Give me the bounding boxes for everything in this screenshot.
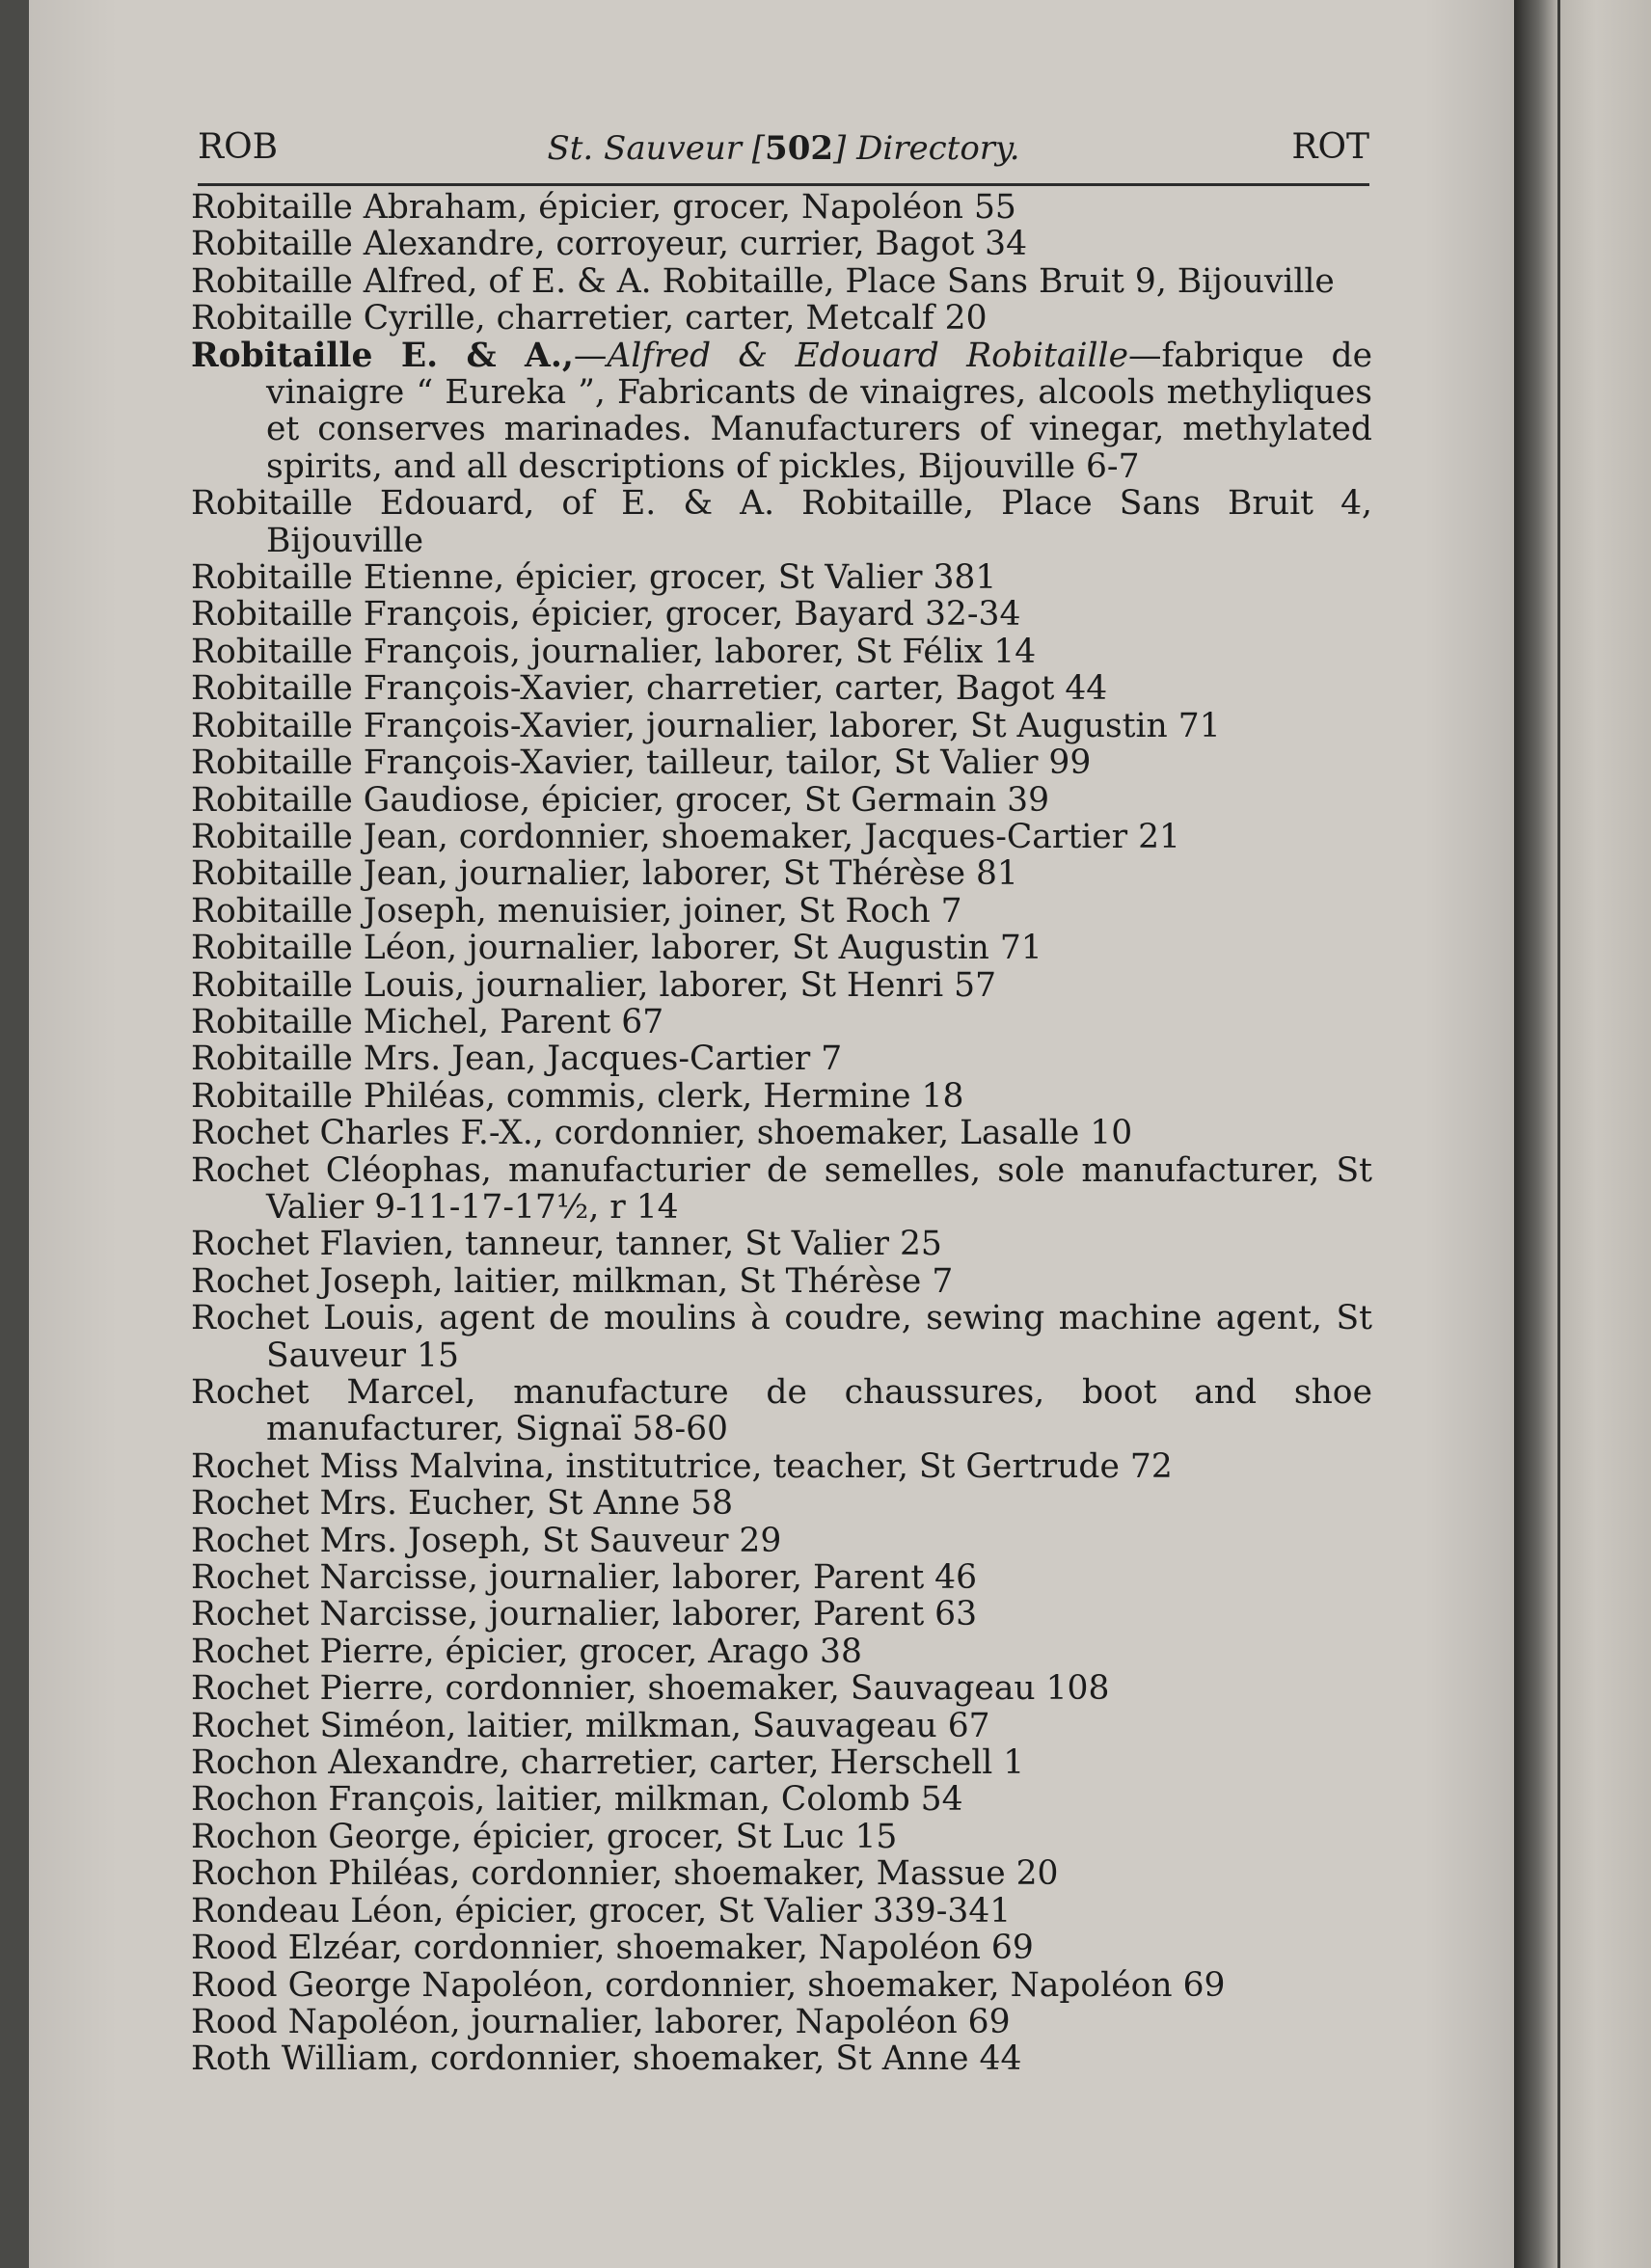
directory-entry: Rochet Marcel, manufacture de chaussures, boot and shoe manufacturer, Signaï 58-60 <box>191 1373 1372 1449</box>
featured-entry-name: Robitaille E. & A., <box>191 336 574 375</box>
directory-listing <box>191 189 1372 2078</box>
page-number: 502 <box>765 129 834 168</box>
directory-entry: Rochon François, laitier, milkman, Colomb 54 <box>191 1780 963 1820</box>
directory-entry: Rochet Siméon, laitier, milkman, Sauvageau 67 <box>191 1706 990 1745</box>
directory-entry: Rondeau Léon, épicier, grocer, St Valier 339-341 <box>191 1891 1012 1930</box>
directory-entry: Rood Napoléon, journalier, laborer, Napoléon 69 <box>191 2002 1011 2041</box>
directory-entry: Rochet Flavien, tanneur, tanner, St Valier 25 <box>191 1225 942 1264</box>
directory-entry: Rood Elzéar, cordonnier, shoemaker, Napoléon 69 <box>191 1929 1034 1968</box>
directory-entry: Robitaille Alfred, of E. & A. Robitaille, Place Sans Bruit 9, Bijouville <box>191 261 1335 301</box>
directory-entry: Rochon Alexandre, charretier, carter, Herschell 1 <box>191 1743 1025 1783</box>
directory-entry: Robitaille Léon, journalier, laborer, St Augustin 71 <box>191 929 1042 968</box>
directory-entry: Robitaille Cyrille, charretier, carter, Metcalf 20 <box>191 299 988 338</box>
header-right-guide: ROT <box>1291 127 1369 167</box>
directory-entry: Robitaille François-Xavier, charretier, carter, Bagot 44 <box>191 669 1108 709</box>
directory-entry: Robitaille Michel, Parent 67 <box>191 1002 664 1041</box>
featured-entry: Robitaille E. & A.,—Alfred & Edouard Robitaille—fabrique de vinaigre “ Eureka ”, Fabricants de vinaigres, alcools methyliques et conserves marinades. Manufacturers of vinegar, methylated spirits, and all descriptions of pickles, Bijouville 6-7 <box>191 336 1373 486</box>
directory-entry: Robitaille François, épicier, grocer, Bayard 32-34 <box>191 595 1021 634</box>
directory-entry: Roth William, cordonnier, shoemaker, St Anne 44 <box>191 2039 1022 2079</box>
directory-entry: Rochet Miss Malvina, institutrice, teacher, St Gertrude 72 <box>191 1446 1173 1486</box>
directory-entry: Rochet Mrs. Joseph, St Sauveur 29 <box>191 1521 782 1560</box>
directory-entry: Rochet Louis, agent de moulins à coudre, sewing machine agent, St Sauveur 15 <box>191 1299 1372 1375</box>
directory-entry: Robitaille Abraham, épicier, grocer, Napoléon 55 <box>191 188 1016 227</box>
directory-entry: Robitaille Jean, cordonnier, shoemaker, Jacques-Cartier 21 <box>191 817 1181 856</box>
featured-entry-partners: Alfred & Edouard Robitaille <box>607 336 1128 375</box>
directory-entry: Rood George Napoléon, cordonnier, shoemaker, Napoléon 69 <box>191 1965 1226 2005</box>
directory-entry: Rochon Philéas, cordonnier, shoemaker, Massue 20 <box>191 1854 1059 1894</box>
directory-entry: Robitaille François-Xavier, tailleur, tailor, St Valier 99 <box>191 743 1092 783</box>
directory-entry: Robitaille Etienne, épicier, grocer, St Valier 381 <box>191 558 997 598</box>
directory-entry: Robitaille François, journalier, laborer, St Félix 14 <box>191 632 1037 671</box>
directory-entry: Robitaille Joseph, menuisier, joiner, St Roch 7 <box>191 891 962 931</box>
directory-entry: Robitaille François-Xavier, journalier, laborer, St Augustin 71 <box>191 706 1221 745</box>
directory-entry: Rochet Mrs. Eucher, St Anne 58 <box>191 1484 734 1524</box>
directory-entry: Rochon George, épicier, grocer, St Luc 15 <box>191 1817 898 1856</box>
directory-entry: Rochet Narcisse, journalier, laborer, Parent 46 <box>191 1558 978 1598</box>
directory-entry: Robitaille Mrs. Jean, Jacques-Cartier 7 <box>191 1040 843 1079</box>
directory-entry: Rochet Cléophas, manufacturier de semelles, sole manufacturer, St Valier 9-11-17-17½, r 14 <box>191 1150 1372 1227</box>
directory-entry: Robitaille Louis, journalier, laborer, St Henri 57 <box>191 965 997 1005</box>
page-gutter-divider <box>1557 0 1560 2268</box>
featured-entry-details: —fabrique de vinaigre “ Eureka ”, Fabricants de vinaigres, alcools methyliques et conserves marinades. Manufacturers of vinegar, methylated spirits, and all descriptions of pickles, Bijouville 6-7 <box>266 336 1373 486</box>
facing-page-edge <box>1514 0 1651 2268</box>
directory-entry: Robitaille Jean, journalier, laborer, St Thérèse 81 <box>191 854 1018 894</box>
directory-entry: Robitaille Edouard, of E. & A. Robitaille, Place Sans Bruit 4, Bijouville <box>191 484 1372 560</box>
directory-entry: Rochet Charles F.-X., cordonnier, shoemaker, Lasalle 10 <box>191 1114 1133 1153</box>
directory-entry: Robitaille Gaudiose, épicier, grocer, St Germain 39 <box>191 780 1050 820</box>
directory-entry: Rochet Narcisse, journalier, laborer, Parent 63 <box>191 1595 978 1634</box>
header-left-guide: ROB <box>198 127 279 167</box>
header-title: St. Sauveur [502] Directory. <box>547 129 1020 168</box>
directory-entry: Rochet Joseph, laitier, milkman, St Thérèse 7 <box>191 1261 954 1301</box>
directory-entry: Rochet Pierre, épicier, grocer, Arago 38 <box>191 1632 862 1671</box>
directory-entry: Robitaille Alexandre, corroyeur, currier, Bagot 34 <box>191 225 1028 264</box>
directory-page <box>29 0 1514 2268</box>
directory-entry: Rochet Pierre, cordonnier, shoemaker, Sauvageau 108 <box>191 1669 1110 1709</box>
running-header <box>198 125 1369 186</box>
directory-entry: Robitaille Philéas, commis, clerk, Hermine 18 <box>191 1076 964 1116</box>
